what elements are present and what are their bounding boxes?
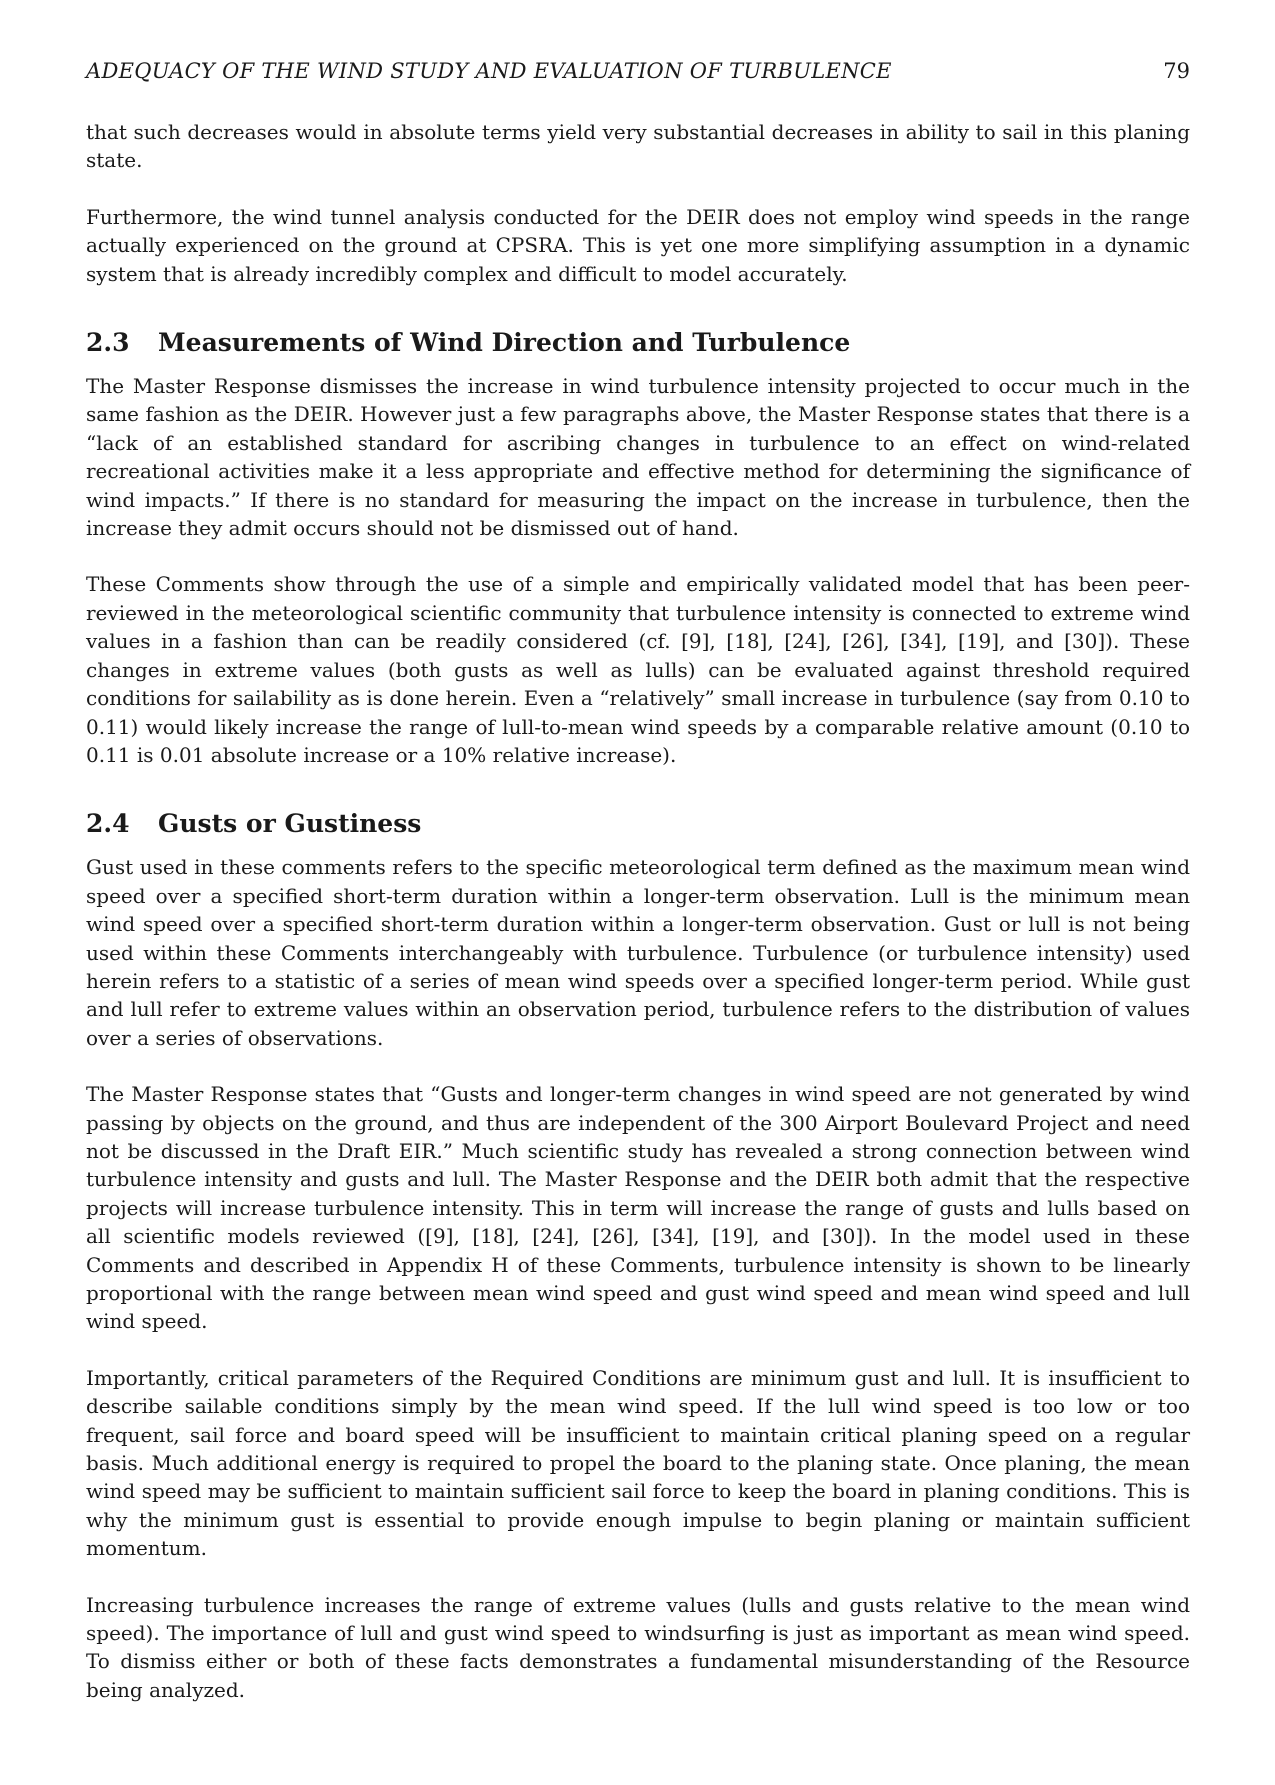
page-number: 79 bbox=[1163, 59, 1190, 83]
section-heading-2-4 bbox=[86, 807, 1190, 841]
paragraph-intro-2: Furthermore, the wind tunnel analysis conducted for the DEIR does not employ wind speeds in the range actually experienced on the ground at CPSRA. This is yet one more simplifying assumption in a dynamic system that is already incredibly complex and difficult to model accurately. bbox=[86, 204, 1190, 286]
section-title: Gusts or Gustiness bbox=[158, 809, 422, 839]
paragraph-2-4-2: The Master Response states that “Gusts and longer-term changes in wind speed are not generated by wind passing by objects on the ground, and thus are independent of the 300 Airport Boulevard Project and need not be discussed in the Draft EIR.” Much scientific study has revealed a strong connection between wind turbulence intensity and gusts and lull. The Master Response and the DEIR both admit that the respective projects will increase turbulence intensity. This in term will increase the range of gusts and lulls based on all scientific models reviewed ([9], [18], [24], [26], [34], [19], and [30]). In the model used in these Comments and described in Appendix H of these Comments, turbulence intensity is shown to be linearly proportional with the range between mean wind speed and gust wind speed and mean wind speed and lull wind speed. bbox=[86, 1082, 1190, 1334]
running-header bbox=[86, 54, 1190, 88]
running-title: ADEQUACY OF THE WIND STUDY AND EVALUATION OF TURBULENCE bbox=[86, 59, 892, 83]
paragraph-intro-1: that such decreases would in absolute terms yield very substantial decreases in ability to sail in this planing state. bbox=[86, 120, 1190, 173]
paragraph-2-4-3: Importantly, critical parameters of the Required Conditions are minimum gust and lull. It is insufficient to describe sailable conditions simply by the mean wind speed. If the lull wind speed is too low or too frequent, sail force and board speed will be insufficient to maintain critical planing speed on a regular basis. Much additional energy is required to propel the board to the planing state. Once planing, the mean wind speed may be sufficient to maintain sufficient sail force to keep the board in planing conditions. This is why the minimum gust is essential to provide enough impulse to begin planing or maintain sufficient momentum. bbox=[86, 1365, 1190, 1561]
paragraph-2-4-4: Increasing turbulence increases the range of extreme values (lulls and gusts relative to the mean wind speed). The importance of lull and gust wind speed to windsurfing is just as important as mean wind speed. To dismiss either or both of these facts demonstrates a fundamental misunderstanding of the Resource being analyzed. bbox=[86, 1592, 1190, 1702]
section-title: Measurements of Wind Direction and Turbulence bbox=[158, 328, 851, 358]
section-number: 2.3 bbox=[86, 328, 130, 358]
paragraph-2-4-1: Gust used in these comments refers to the specific meteorological term defined as the maximum mean wind speed over a specified short-term duration within a longer-term observation. Lull is the minimum mean wind speed over a specified short-term duration within a longer-term observation. Gust or lull is not being used within these Comments interchangeably with turbulence. Turbulence (or turbulence intensity) used herein refers to a statistic of a series of mean wind speeds over a specified longer-term period. While gust and lull refer to extreme values within an observation period, turbulence refers to the distribution of values over a series of observations. bbox=[86, 855, 1190, 1050]
section-number: 2.4 bbox=[86, 809, 130, 839]
paragraph-2-3-1: The Master Response dismisses the increase in wind turbulence intensity projected to occur much in the same fashion as the DEIR. However just a few paragraphs above, the Master Response states that there is a “lack of an established standard for ascribing changes in turbulence to an effect on wind-related recreational activities make it a less appropriate and effective method for determining the significance of wind impacts.” If there is no standard for measuring the impact on the increase in turbulence, then the increase they admit occurs should not be dismissed out of hand. bbox=[86, 374, 1190, 541]
section-heading-2-3 bbox=[86, 326, 1190, 360]
paragraph-2-3-2: These Comments show through the use of a simple and empirically validated model that has been peer-reviewed in the meteorological scientific community that turbulence intensity is connected to extreme wind values in a fashion than can be readily considered (cf. [9], [18], [24], [26], [34], [19], and [30]). These changes in extreme values (both gusts as well as lulls) can be evaluated against threshold required conditions for sailability as is done herein. Even a “relatively” small increase in turbulence (say from 0.10 to 0.11) would likely increase the range of lull-to-mean wind speeds by a comparable relative amount (0.10 to 0.11 is 0.01 absolute increase or a 10% relative increase). bbox=[86, 572, 1190, 767]
document-page bbox=[86, 54, 1190, 1732]
